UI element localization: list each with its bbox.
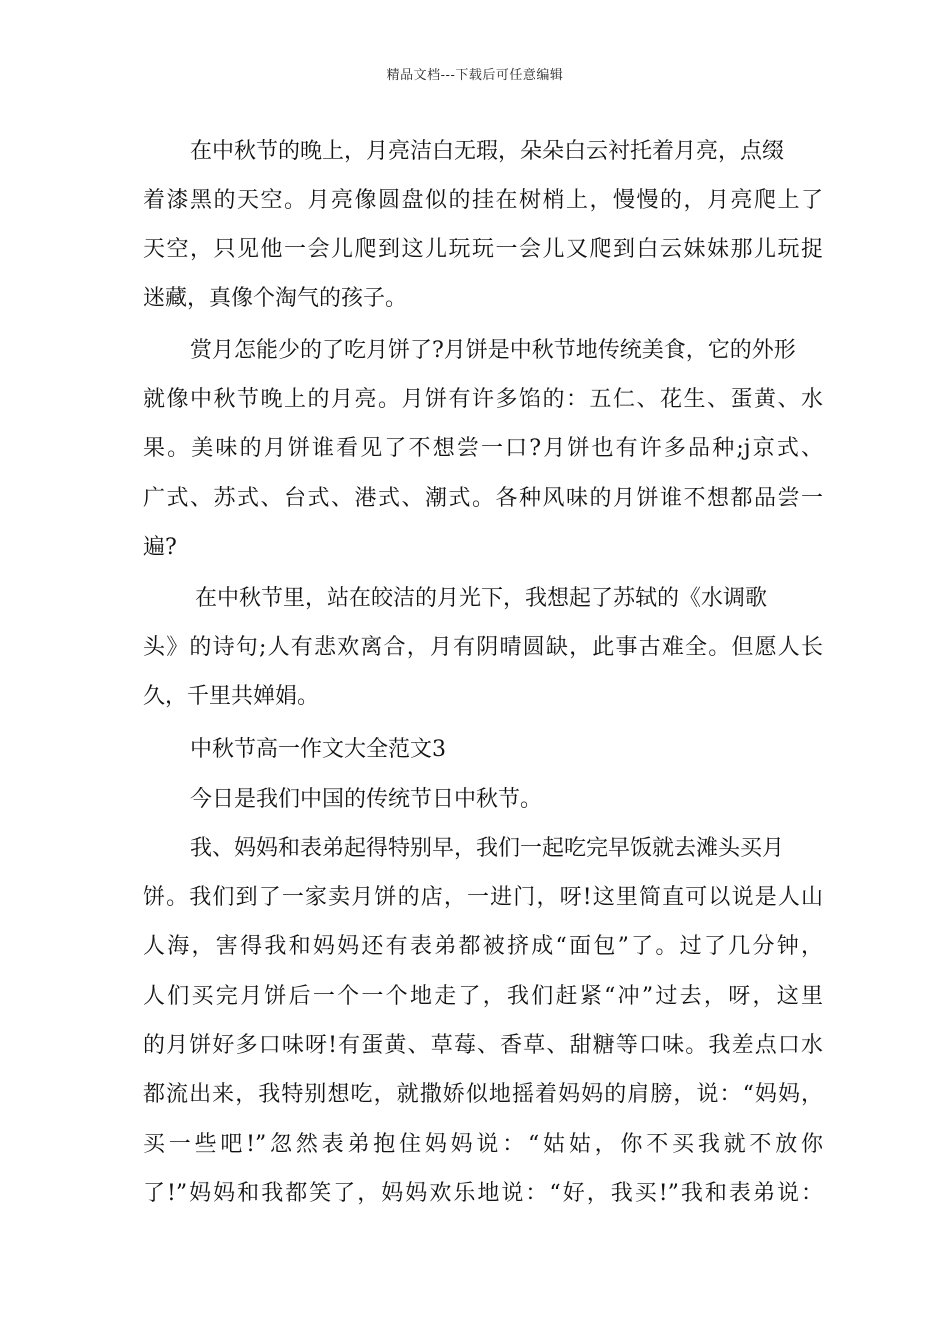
text-line: 迷藏，真像个淘气的孩子。 (143, 286, 408, 311)
text-line: 头》的诗句;人有悲欢离合，月有阴晴圆缺，此事古难全。但愿人长 (143, 635, 823, 660)
text-line: 今日是我们中国的传统节日中秋节。 (190, 787, 543, 812)
text-line: 买一些吧!”忽然表弟抱住妈妈说：“姑姑，你不买我就不放你 (143, 1132, 823, 1157)
text-line: 了!”妈妈和我都笑了，妈妈欢乐地说：“好，我买!”我和表弟说： (143, 1181, 823, 1206)
text-line: 天空，只见他一会儿爬到这儿玩玩一会儿又爬到白云妹妹那儿玩捉 (143, 237, 823, 262)
text-line: 果。美味的月饼谁看见了不想尝一口?月饼也有许多品种;j京式、 (143, 436, 823, 461)
text-line: 人海，害得我和妈妈还有表弟都被挤成“面包”了。过了几分钟， (143, 934, 823, 959)
text-line: 着漆黑的天空。月亮像圆盘似的挂在树梢上，慢慢的，月亮爬上了 (143, 188, 823, 213)
page-header: 精品文档---下载后可任意编辑 (386, 68, 564, 83)
text-line: 我、妈妈和表弟起得特别早，我们一起吃完早饭就去滩头买月 (190, 836, 785, 861)
text-line: 遍? (143, 535, 177, 560)
text-line: 的月饼好多口味呀!有蛋黄、草莓、香草、甜糖等口味。我差点口水 (143, 1033, 823, 1058)
section-title: 中秋节高一作文大全范文3 (190, 737, 446, 762)
text-line: 广式、苏式、台式、港式、潮式。各种风味的月饼谁不想都品尝一 (143, 486, 823, 511)
text-line: 在中秋节里，站在皎洁的月光下，我想起了苏轼的《水调歌 (195, 586, 768, 611)
text-line: 赏月怎能少的了吃月饼了?月饼是中秋节地传统美食，它的外形 (190, 338, 796, 363)
text-line: 都流出来，我特别想吃，就撒娇似地摇着妈妈的肩膀，说：“妈妈， (143, 1082, 823, 1107)
text-line: 饼。我们到了一家卖月饼的店，一进门，呀!这里简直可以说是人山 (143, 885, 823, 910)
text-line: 就像中秋节晚上的月亮。月饼有许多馅的：五仁、花生、蛋黄、水 (143, 387, 823, 412)
text-line: 人们买完月饼后一个一个地走了，我们赶紧“冲”过去，呀，这里 (143, 984, 823, 1009)
text-line: 久，千里共婵娟。 (143, 684, 320, 709)
text-line: 在中秋节的晚上，月亮洁白无瑕，朵朵白云衬托着月亮，点缀 (190, 139, 785, 164)
